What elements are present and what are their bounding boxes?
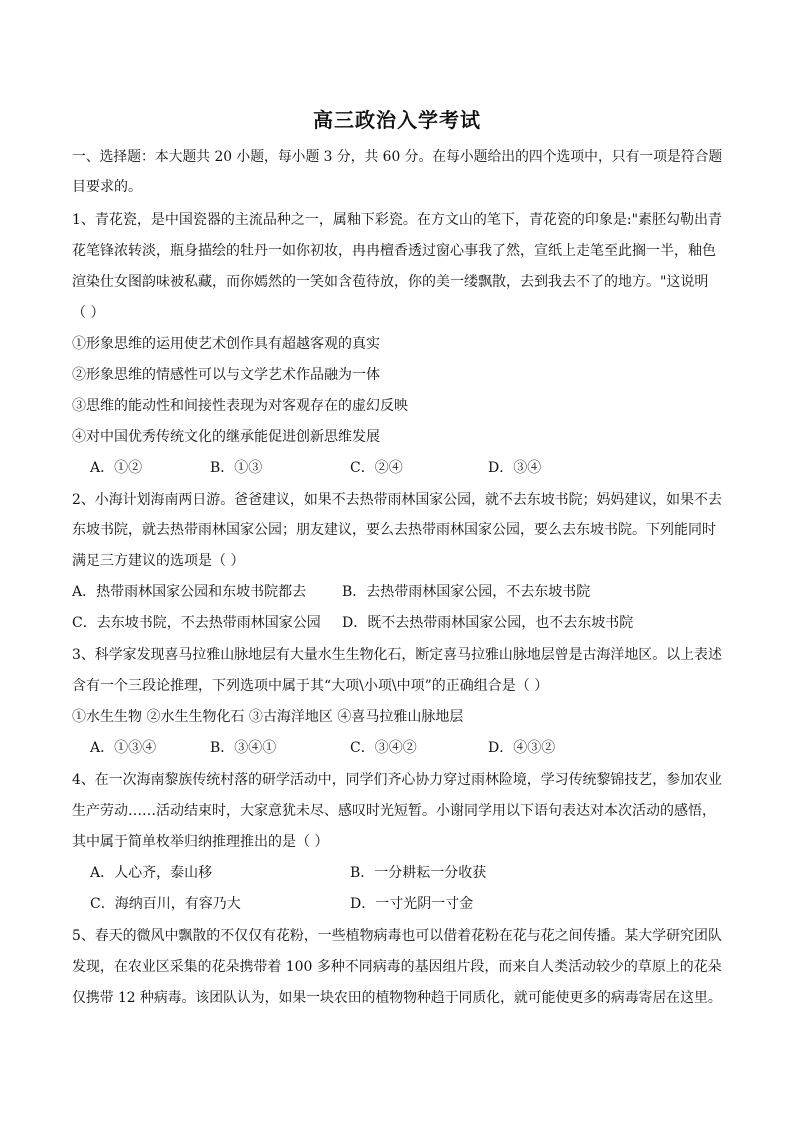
- q1-statement: ①形象思维的运用使艺术创作具有超越客观的真实: [72, 336, 380, 352]
- q1-option-c: C．②④: [350, 460, 403, 476]
- q4-stem: 生产劳动……活动结束时，大家意犹未尽、感叹时光短暂。小谢同学用以下语句表达对本次活动的感悟，: [72, 803, 716, 819]
- q1-statement: ②形象思维的情感性可以与文学艺术作品融为一体: [72, 367, 380, 383]
- q2-stem: 2、小海计划海南两日游。爸爸建议，如果不去热带雨林国家公园，就不去东坡书院；妈妈建议，如果不去: [72, 492, 722, 508]
- q4-option-a: A．人心齐，泰山移: [90, 865, 213, 881]
- section-instructions-cont: 目要求的。: [72, 179, 142, 195]
- q3-option-b: B．③④①: [210, 740, 277, 756]
- q1-statement: ④对中国优秀传统文化的继承能促进创新思维发展: [72, 429, 380, 445]
- q4-option-c: C．海纳百川，有容乃大: [90, 896, 241, 912]
- q2-stem: 满足三方建议的选项是（ ）: [72, 553, 245, 569]
- q2-stem: 东坡书院，就去热带雨林国家公园；朋友建议，要么去热带雨林国家公园，要么去东坡书院。下列能同时: [72, 522, 716, 538]
- q5-stem: 5、春天的微风中飘散的不仅仅有花粉，一些植物病毒也可以借着花粉在花与花之间传播。某大学研究团队: [72, 928, 722, 944]
- q3-option-a: A．①③④: [90, 740, 157, 756]
- q4-stem: 其中属于简单枚举归纳推理推出的是（ ）: [72, 834, 329, 850]
- q3-option-c: C．③④②: [350, 740, 417, 756]
- page-title: 高三政治入学考试: [313, 108, 481, 132]
- q1-stem: 渲染仕女图韵味被私藏，而你嫣然的一笑如含苞待放，你的美一缕飘散，去到我去不了的地方。"这说明: [72, 274, 709, 290]
- q3-stem: 含有一个三段论推理，下列选项中属于其“大项\小项\中项”的正确组合是（ ）: [72, 678, 549, 694]
- q3-statements: ①水生生物 ②水生生物化石 ③古海洋地区 ④喜马拉雅山脉地层: [72, 709, 464, 725]
- q2-option-d: D．既不去热带雨林国家公园，也不去东坡书院: [342, 615, 634, 631]
- q1-option-b: B．①③: [210, 460, 263, 476]
- q3-option-d: D．④③②: [488, 740, 556, 756]
- q1-stem: 花笔锋浓转淡，瓶身描绘的牡丹一如你初妆，冉冉檀香透过窗心事我了然，宣纸上走笔至此搁一半，釉色: [72, 243, 716, 259]
- q1-option-d: D．③④: [488, 460, 542, 476]
- q2-option-c: C．去东坡书院，不去热带雨林国家公园: [72, 615, 321, 631]
- q2-option-b: B．去热带雨林国家公园，不去东坡书院: [342, 584, 591, 600]
- section-instructions: 一、选择题：本大题共 20 小题，每小题 3 分，共 60 分。在每小题给出的四个选项中，只有一项是符合题: [72, 149, 723, 165]
- q1-option-a: A．①②: [90, 460, 143, 476]
- q3-stem: 3、科学家发现喜马拉雅山脉地层有大量水生生物化石，断定喜马拉雅山脉地层曾是古海洋地区。以上表述: [72, 647, 722, 663]
- q4-option-b: B．一分耕耘一分收获: [350, 865, 487, 881]
- q1-statement: ③思维的能动性和间接性表现为对客观存在的虚幻反映: [72, 398, 408, 414]
- q1-answer-blank: （ ）: [72, 305, 105, 321]
- q5-stem: 仅携带 12 种病毒。该团队认为，如果一块农田的植物物种趋于同质化，就可能使更多的病毒寄居在这里。: [72, 990, 722, 1006]
- q4-option-d: D．一寸光阴一寸金: [350, 896, 474, 912]
- q4-stem: 4、在一次海南黎族传统村落的研学活动中，同学们齐心协力穿过雨林险境，学习传统黎锦技艺，参加农业: [72, 772, 722, 788]
- q5-stem: 发现，在农业区采集的花朵携带着 100 多种不同病毒的基因组片段，而来自人类活动较少的草原上的花朵: [72, 959, 722, 975]
- q1-stem: 1、青花瓷，是中国瓷器的主流品种之一，属釉下彩瓷。在方文山的笔下，青花瓷的印象是:"素胚勾勒出青: [72, 212, 723, 228]
- q2-option-a: A．热带雨林国家公园和东坡书院都去: [72, 584, 307, 600]
